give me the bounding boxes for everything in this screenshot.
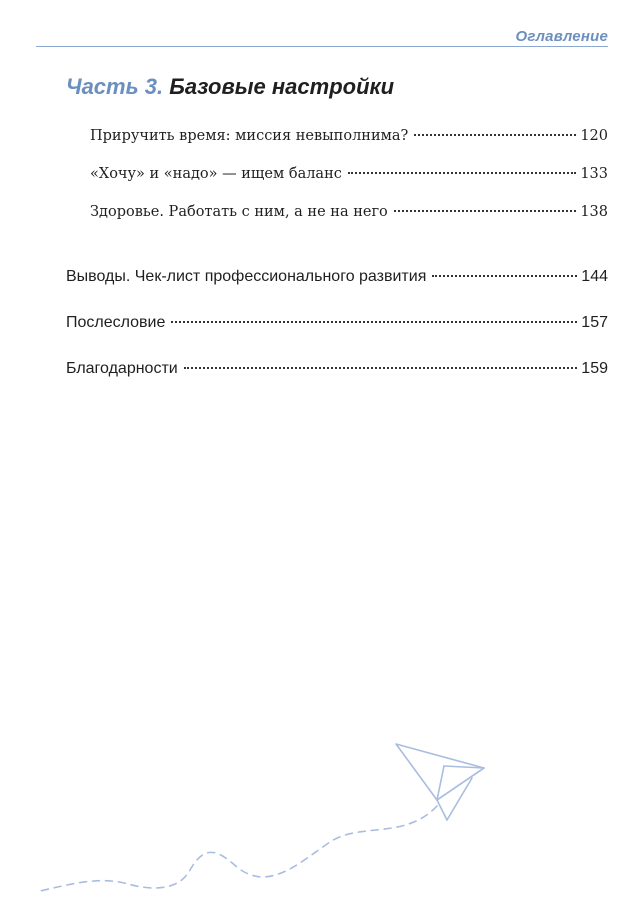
toc-entry-label: Послесловие — [66, 314, 166, 331]
toc-entry-page: 133 — [580, 166, 608, 182]
part-title: Базовые настройки — [169, 74, 395, 99]
toc-entry-page: 159 — [581, 360, 608, 377]
toc-entry-label: Выводы. Чек-лист профессионального развития — [66, 268, 427, 285]
toc-entry-label: «Хочу» и «надо» — ищем баланс — [90, 166, 342, 182]
toc-entry-page: 138 — [580, 204, 608, 220]
header-title: Оглавление — [515, 28, 608, 45]
toc-entry-label: Благодарности — [66, 360, 178, 377]
toc-entry-page: 144 — [581, 268, 608, 285]
toc-entry-label: Приручить время: миссия невыполнима? — [90, 128, 409, 144]
toc-entry-label: Здоровье. Работать с ним, а не на него — [90, 204, 388, 220]
toc-entry-page: 120 — [580, 128, 608, 144]
part-number: Часть 3. — [66, 74, 164, 99]
toc-entry-page: 157 — [581, 314, 608, 331]
